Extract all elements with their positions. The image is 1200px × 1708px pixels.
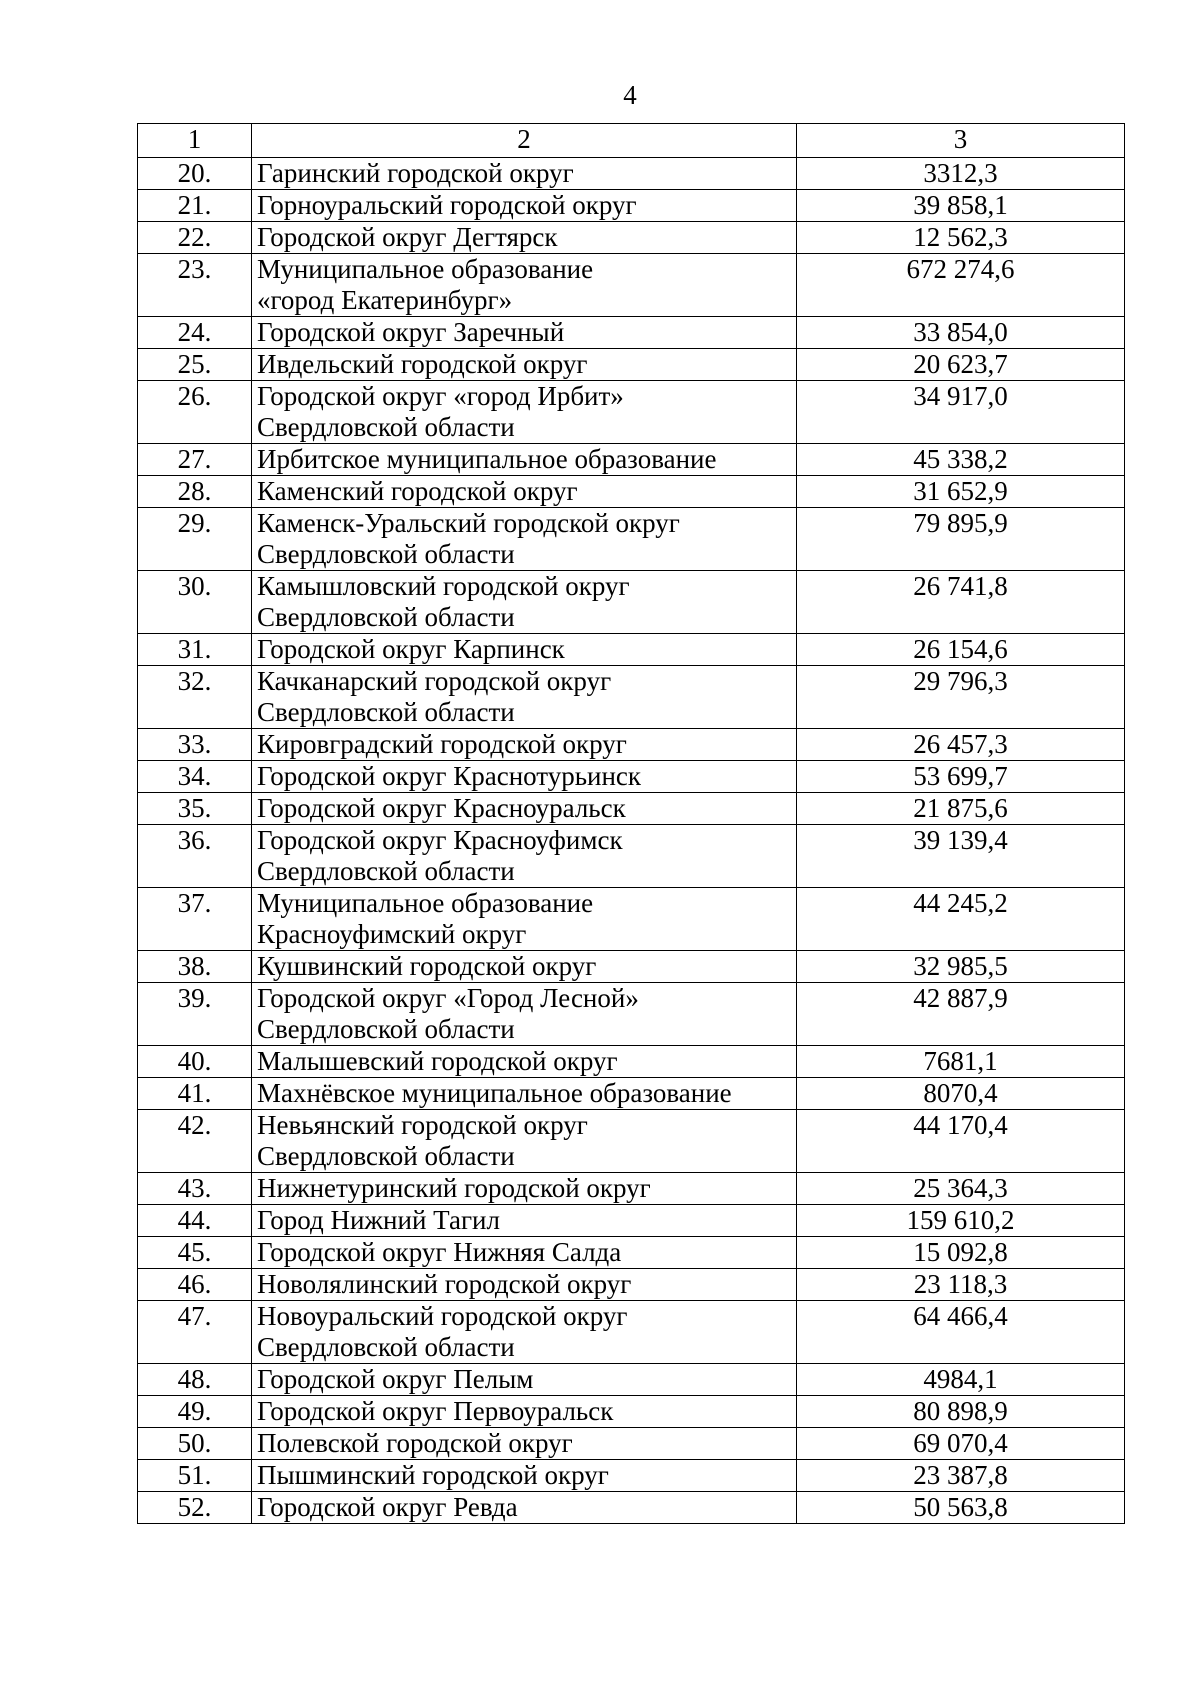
column-header-3: 3 xyxy=(797,124,1125,158)
amount-value: 7681,1 xyxy=(797,1046,1125,1078)
municipality-name-line: Качканарский городской округ xyxy=(257,666,612,696)
municipality-name-line: Свердловской области xyxy=(257,412,515,442)
amount-value: 29 796,3 xyxy=(797,666,1125,729)
municipality-name xyxy=(252,254,797,317)
table-row xyxy=(138,1460,1125,1492)
row-number: 34. xyxy=(138,761,252,793)
municipality-name-line: Новоуральский городской округ xyxy=(257,1301,628,1331)
amount-value: 64 466,4 xyxy=(797,1301,1125,1364)
row-number: 27. xyxy=(138,444,252,476)
municipality-name-line: Городской округ Нижняя Салда xyxy=(257,1237,622,1267)
municipality-name xyxy=(252,634,797,666)
municipality-name-line: Свердловской области xyxy=(257,1332,515,1362)
municipality-name-line: Городской округ «город Ирбит» xyxy=(257,381,624,411)
municipality-name xyxy=(252,190,797,222)
municipality-name xyxy=(252,1269,797,1301)
municipality-name-line: Городской округ Ревда xyxy=(257,1492,518,1522)
table-row xyxy=(138,381,1125,444)
municipality-name-line: Каменск-Уральский городской округ xyxy=(257,508,680,538)
municipality-name-line: Муниципальное образование xyxy=(257,254,594,284)
table-header-row xyxy=(138,124,1125,158)
row-number: 32. xyxy=(138,666,252,729)
municipality-name-line: Городской округ Пелым xyxy=(257,1364,534,1394)
municipality-name xyxy=(252,158,797,190)
municipality-name-line: Свердловской области xyxy=(257,602,515,632)
municipality-name-line: Кушвинский городской округ xyxy=(257,951,597,981)
row-number: 40. xyxy=(138,1046,252,1078)
municipality-name-line: Свердловской области xyxy=(257,697,515,727)
table-row xyxy=(138,254,1125,317)
table-row xyxy=(138,825,1125,888)
row-number: 23. xyxy=(138,254,252,317)
row-number: 44. xyxy=(138,1205,252,1237)
row-number: 26. xyxy=(138,381,252,444)
row-number: 22. xyxy=(138,222,252,254)
row-number: 35. xyxy=(138,793,252,825)
row-number: 45. xyxy=(138,1237,252,1269)
amount-value: 21 875,6 xyxy=(797,793,1125,825)
amount-value: 79 895,9 xyxy=(797,508,1125,571)
table-row xyxy=(138,1396,1125,1428)
table-row xyxy=(138,476,1125,508)
row-number: 25. xyxy=(138,349,252,381)
row-number: 39. xyxy=(138,983,252,1046)
municipality-name xyxy=(252,1396,797,1428)
amount-value: 25 364,3 xyxy=(797,1173,1125,1205)
municipality-name xyxy=(252,951,797,983)
municipality-name xyxy=(252,381,797,444)
municipality-name-line: Пышминский городской округ xyxy=(257,1460,609,1490)
municipality-name xyxy=(252,888,797,951)
table-row xyxy=(138,444,1125,476)
amount-value: 26 741,8 xyxy=(797,571,1125,634)
row-number: 52. xyxy=(138,1492,252,1524)
municipality-name-line: Малышевский городской округ xyxy=(257,1046,618,1076)
column-header-2: 2 xyxy=(252,124,797,158)
table-row xyxy=(138,1078,1125,1110)
municipality-name-line: Муниципальное образование xyxy=(257,888,594,918)
municipality-name-line: Ирбитское муниципальное образование xyxy=(257,444,717,474)
amount-value: 45 338,2 xyxy=(797,444,1125,476)
row-number: 50. xyxy=(138,1428,252,1460)
table-row xyxy=(138,158,1125,190)
amount-value: 80 898,9 xyxy=(797,1396,1125,1428)
municipality-name xyxy=(252,825,797,888)
municipality-name-line: Свердловской области xyxy=(257,1014,515,1044)
municipality-name-line: «город Екатеринбург» xyxy=(257,285,513,315)
table-row xyxy=(138,317,1125,349)
municipality-name xyxy=(252,444,797,476)
table-row xyxy=(138,190,1125,222)
municipality-name xyxy=(252,793,797,825)
amount-value: 12 562,3 xyxy=(797,222,1125,254)
table-row xyxy=(138,634,1125,666)
row-number: 20. xyxy=(138,158,252,190)
municipality-name-line: Красноуфимский округ xyxy=(257,919,527,949)
municipality-name xyxy=(252,1301,797,1364)
table-row xyxy=(138,983,1125,1046)
municipality-name xyxy=(252,317,797,349)
municipality-name-line: Городской округ Первоуральск xyxy=(257,1396,614,1426)
municipality-name xyxy=(252,1046,797,1078)
row-number: 48. xyxy=(138,1364,252,1396)
row-number: 42. xyxy=(138,1110,252,1173)
municipality-name-line: Кировградский городской округ xyxy=(257,729,627,759)
municipality-name-line: Городской округ «Город Лесной» xyxy=(257,983,639,1013)
municipality-name-line: Горноуральский городской округ xyxy=(257,190,637,220)
municipality-name-line: Город Нижний Тагил xyxy=(257,1205,500,1235)
amount-value: 53 699,7 xyxy=(797,761,1125,793)
municipality-name xyxy=(252,571,797,634)
municipal-table xyxy=(137,123,1125,1524)
table-row xyxy=(138,888,1125,951)
municipality-name-line: Новолялинский городской округ xyxy=(257,1269,632,1299)
table-row xyxy=(138,951,1125,983)
municipality-name xyxy=(252,983,797,1046)
municipality-name xyxy=(252,1492,797,1524)
table-row xyxy=(138,1237,1125,1269)
municipality-name-line: Невьянский городской округ xyxy=(257,1110,588,1140)
municipality-name-line: Полевской городской округ xyxy=(257,1428,573,1458)
municipality-name-line: Камышловский городской округ xyxy=(257,571,630,601)
table-row xyxy=(138,1205,1125,1237)
table-row xyxy=(138,793,1125,825)
amount-value: 23 118,3 xyxy=(797,1269,1125,1301)
amount-value: 3312,3 xyxy=(797,158,1125,190)
municipality-name xyxy=(252,1364,797,1396)
amount-value: 44 245,2 xyxy=(797,888,1125,951)
table-row xyxy=(138,1428,1125,1460)
municipality-name xyxy=(252,729,797,761)
row-number: 21. xyxy=(138,190,252,222)
municipality-name xyxy=(252,222,797,254)
row-number: 47. xyxy=(138,1301,252,1364)
municipality-name xyxy=(252,508,797,571)
row-number: 37. xyxy=(138,888,252,951)
table-row xyxy=(138,1301,1125,1364)
municipality-name xyxy=(252,1110,797,1173)
table-row xyxy=(138,761,1125,793)
row-number: 29. xyxy=(138,508,252,571)
municipality-name-line: Ивдельский городской округ xyxy=(257,349,588,379)
amount-value: 31 652,9 xyxy=(797,476,1125,508)
municipality-name xyxy=(252,1205,797,1237)
municipality-name-line: Городской округ Краснотурьинск xyxy=(257,761,642,791)
amount-value: 33 854,0 xyxy=(797,317,1125,349)
amount-value: 20 623,7 xyxy=(797,349,1125,381)
municipality-name-line: Гаринский городской округ xyxy=(257,158,574,188)
table-row xyxy=(138,1173,1125,1205)
amount-value: 39 858,1 xyxy=(797,190,1125,222)
row-number: 46. xyxy=(138,1269,252,1301)
table-body xyxy=(138,158,1125,1524)
row-number: 43. xyxy=(138,1173,252,1205)
municipality-name-line: Махнёвское муниципальное образование xyxy=(257,1078,732,1108)
table-row xyxy=(138,1364,1125,1396)
amount-value: 26 154,6 xyxy=(797,634,1125,666)
table-row xyxy=(138,349,1125,381)
amount-value: 15 092,8 xyxy=(797,1237,1125,1269)
amount-value: 672 274,6 xyxy=(797,254,1125,317)
page-number: 4 xyxy=(623,80,637,110)
municipality-name-line: Свердловской области xyxy=(257,1141,515,1171)
municipality-name-line: Свердловской области xyxy=(257,856,515,886)
table-row xyxy=(138,666,1125,729)
amount-value: 34 917,0 xyxy=(797,381,1125,444)
municipality-name xyxy=(252,761,797,793)
amount-value: 39 139,4 xyxy=(797,825,1125,888)
municipality-name xyxy=(252,1237,797,1269)
row-number: 51. xyxy=(138,1460,252,1492)
municipality-name xyxy=(252,1428,797,1460)
municipality-name-line: Свердловской области xyxy=(257,539,515,569)
table-row xyxy=(138,729,1125,761)
amount-value: 32 985,5 xyxy=(797,951,1125,983)
municipality-name xyxy=(252,1460,797,1492)
municipality-name-line: Городской округ Карпинск xyxy=(257,634,565,664)
row-number: 28. xyxy=(138,476,252,508)
municipality-name xyxy=(252,1173,797,1205)
row-number: 41. xyxy=(138,1078,252,1110)
table-row xyxy=(138,1269,1125,1301)
municipality-name xyxy=(252,476,797,508)
table-row xyxy=(138,508,1125,571)
municipality-name-line: Городской округ Дегтярск xyxy=(257,222,558,252)
row-number: 33. xyxy=(138,729,252,761)
table-row xyxy=(138,1492,1125,1524)
table-row xyxy=(138,571,1125,634)
column-header-1: 1 xyxy=(138,124,252,158)
table-row xyxy=(138,1110,1125,1173)
municipality-name-line: Городской округ Красноуфимск xyxy=(257,825,623,855)
row-number: 30. xyxy=(138,571,252,634)
row-number: 49. xyxy=(138,1396,252,1428)
municipality-name xyxy=(252,666,797,729)
amount-value: 69 070,4 xyxy=(797,1428,1125,1460)
amount-value: 159 610,2 xyxy=(797,1205,1125,1237)
amount-value: 44 170,4 xyxy=(797,1110,1125,1173)
row-number: 38. xyxy=(138,951,252,983)
municipality-name-line: Каменский городской округ xyxy=(257,476,578,506)
municipality-name-line: Городской округ Красноуральск xyxy=(257,793,626,823)
amount-value: 4984,1 xyxy=(797,1364,1125,1396)
amount-value: 8070,4 xyxy=(797,1078,1125,1110)
table-row xyxy=(138,222,1125,254)
table-row xyxy=(138,1046,1125,1078)
amount-value: 23 387,8 xyxy=(797,1460,1125,1492)
amount-value: 50 563,8 xyxy=(797,1492,1125,1524)
amount-value: 42 887,9 xyxy=(797,983,1125,1046)
row-number: 31. xyxy=(138,634,252,666)
municipality-name-line: Нижнетуринский городской округ xyxy=(257,1173,651,1203)
municipality-name xyxy=(252,1078,797,1110)
row-number: 24. xyxy=(138,317,252,349)
municipality-name xyxy=(252,349,797,381)
amount-value: 26 457,3 xyxy=(797,729,1125,761)
municipality-name-line: Городской округ Заречный xyxy=(257,317,565,347)
row-number: 36. xyxy=(138,825,252,888)
